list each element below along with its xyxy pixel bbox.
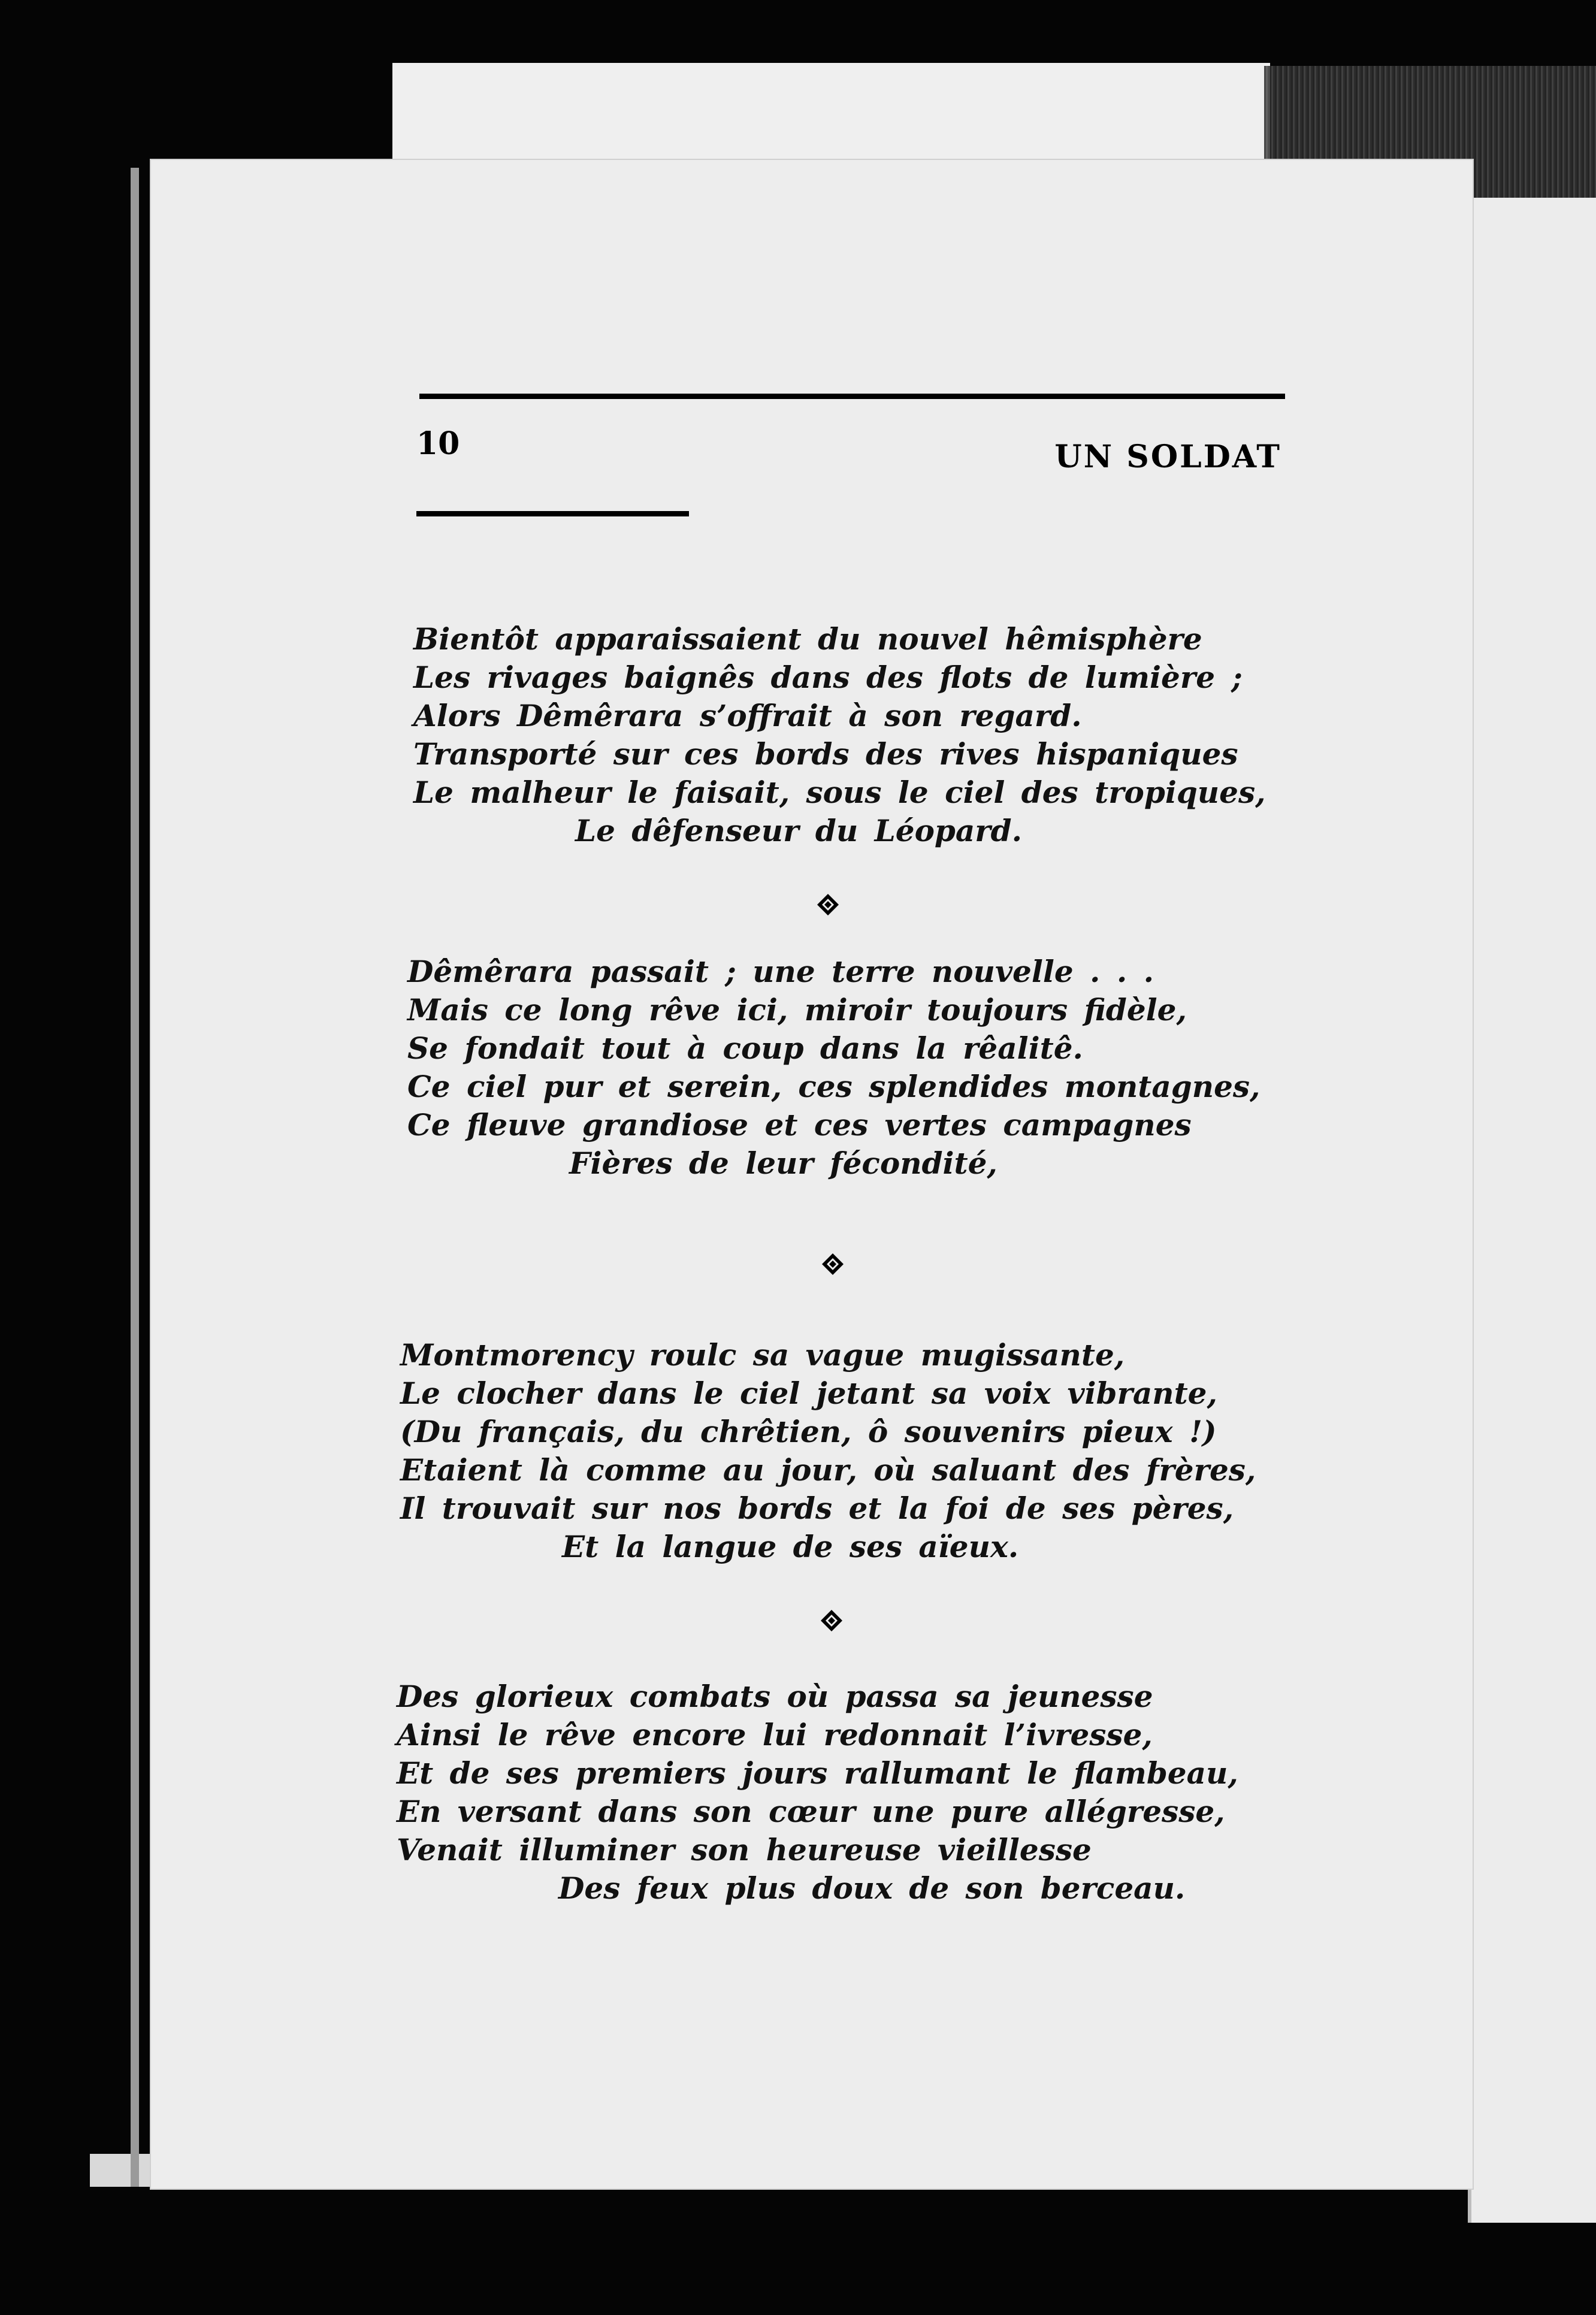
- verse-line: Le clocher dans le ciel jetant sa voix vibrante,: [400, 1376, 1217, 1411]
- verse-line: (Du français, du chrêtien, ô souvenirs pieux !): [400, 1414, 1217, 1449]
- verse-line: Et de ses premiers jours rallumant le flambeau,: [397, 1755, 1238, 1791]
- verse-line: Dêmêrara passait ; une terre nouvelle . . .: [407, 954, 1154, 989]
- verse-line: Se fondait tout à coup dans la rêalitê.: [407, 1030, 1083, 1066]
- verse-line-indented: Le dêfenseur du Léopard.: [575, 813, 1022, 848]
- verse-line-indented: Et la langue de ses aïeux.: [562, 1529, 1019, 1564]
- header-rule: [419, 394, 1285, 399]
- verse-line: Des glorieux combats où passa sa jeunesse: [397, 1679, 1153, 1714]
- verse-line: Il trouvait sur nos bords et la foi de ses pères,: [400, 1491, 1234, 1526]
- verse-line: Etaient là comme au jour, où saluant des frères,: [400, 1452, 1256, 1488]
- verse-line: Transporté sur ces bords des rives hispaniques: [413, 736, 1238, 772]
- verse-line: Le malheur le faisait, sous le ciel des tropiques,: [413, 775, 1266, 810]
- background-facing-page: [1468, 198, 1596, 2223]
- stanza-4: [397, 1678, 1238, 1908]
- verse-line: En versant dans son cœur une pure allégresse,: [397, 1794, 1225, 1829]
- verse-line-indented: Des feux plus doux de son berceau.: [558, 1870, 1186, 1906]
- verse-line: Alors Dêmêrara s’offrait à son regard.: [413, 698, 1082, 733]
- verse-line: Montmorency roulc sa vague mugissante,: [400, 1337, 1125, 1373]
- verse-line: Venait illuminer son heureuse vieillesse: [397, 1832, 1092, 1867]
- verse-line-indented: Fières de leur fécondité,: [569, 1146, 998, 1181]
- verse-line: Mais ce long rêve ici, miroir toujours fidèle,: [407, 992, 1187, 1027]
- page-left-edge: [131, 168, 139, 2187]
- verse-line: Ce ciel pur et serein, ces splendides montagnes,: [407, 1069, 1261, 1104]
- running-title: UN SOLDAT: [1054, 439, 1281, 475]
- stanza-1: [413, 620, 1266, 850]
- diamond-ornament-icon: [820, 1609, 844, 1633]
- header-short-rule: [416, 511, 689, 516]
- stanza-3: [400, 1336, 1256, 1566]
- verse-line: Ce fleuve grandiose et ces vertes campagnes: [407, 1107, 1192, 1143]
- verse-line: Les rivages baignês dans des flots de lumière ;: [413, 660, 1243, 695]
- diamond-ornament-icon: [816, 893, 840, 917]
- diamond-ornament-icon: [821, 1252, 845, 1276]
- stanza-2: [407, 953, 1260, 1183]
- verse-line: Ainsi le rêve encore lui redonnait l’ivresse,: [397, 1717, 1153, 1752]
- page-number: 10: [416, 425, 460, 462]
- verse-line: Bientôt apparaissaient du nouvel hêmisphère: [413, 621, 1202, 657]
